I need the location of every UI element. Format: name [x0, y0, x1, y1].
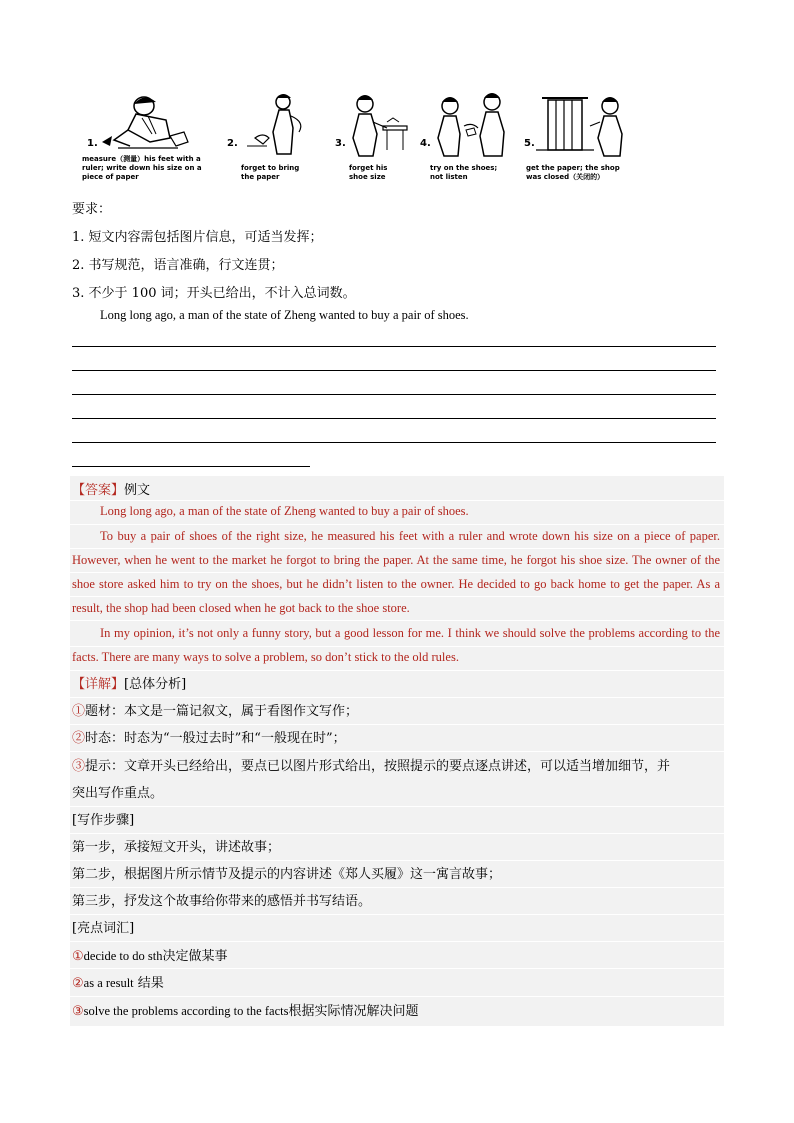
analysis-point-2: ②时态：时态为“一般过去时”和“一般现在时”； [72, 731, 346, 746]
man-at-stall-illustration [335, 92, 415, 162]
panel-1-number: 1. [87, 138, 98, 149]
trying-on-shoes-illustration [420, 92, 520, 162]
analysis-point-1: ①题材：本文是一篇记叙文，属于看图作文写作； [72, 704, 359, 719]
requirement-item-3: 3. 不少于 100 词；开头已给出，不计入总词数。 [72, 286, 356, 301]
comic-strip [82, 92, 642, 190]
panel-5-caption: get the paper; the shop was closed（关闭的） [526, 164, 620, 181]
answer-opening-sentence: Long long ago, a man of the state of Zheng wanted to buy a pair of shoes. [100, 504, 469, 518]
writing-line[interactable] [72, 418, 716, 419]
requirements-heading: 要求： [72, 202, 112, 217]
writing-line[interactable] [72, 346, 716, 347]
requirement-item-2: 2. 书写规范，语言准确，行文连贯； [72, 258, 284, 273]
panel-4-caption: try on the shoes; not listen [430, 164, 498, 181]
writing-step-2: 第二步，根据图片所示情节及提示的内容讲述《郑人买履》这一寓言故事； [72, 867, 502, 882]
closed-shop-illustration [522, 92, 642, 162]
detail-label-suffix: [总体分析] [124, 677, 187, 692]
man-measuring-feet-illustration [82, 92, 207, 152]
writing-line[interactable] [72, 442, 716, 443]
writing-steps-heading: [写作步骤] [72, 813, 135, 828]
writing-step-1: 第一步，承接短文开头，讲述故事； [72, 840, 281, 855]
writing-step-3: 第三步，抒发这个故事给你带来的感悟并书写结语。 [72, 894, 372, 909]
detail-label: 【详解】 [72, 677, 125, 692]
answer-label-suffix: 例文 [124, 483, 151, 498]
panel-3-number: 3. [335, 138, 346, 149]
panel-5-number: 5. [524, 138, 535, 149]
panel-4-number: 4. [420, 138, 431, 149]
panel-1-caption: measure（测量）his feet with a ruler; write down his size on a piece of paper [82, 155, 202, 181]
answer-label: 【答案】 [72, 483, 125, 498]
vocab-heading: [亮点词汇] [72, 921, 135, 936]
requirement-item-1: 1. 短文内容需包括图片信息，可适当发挥； [72, 230, 323, 245]
writing-line[interactable] [72, 370, 716, 371]
writing-line[interactable] [72, 466, 310, 467]
answer-paragraph-1: To buy a pair of shoes of the right size, he measured his feet with a ruler and wrote down his size on a piece of paper. However, when he went to the market he forgot to bring the paper. At the same time, he forgot his shoe size. The owner of the shoe store asked him to try on the shoes, but he didn’t listen to the owner. He decided to go back home to get the paper. As a result, the shop had been closed when he got back to the shoe store. [72, 529, 720, 615]
answer-label-row [72, 479, 150, 498]
panel-3-caption: forget his shoe size [349, 164, 388, 181]
vocab-item-3: ③solve the problems according to the facts根据实际情况解决问题 [72, 1004, 419, 1019]
answer-paragraph-2: In my opinion, it’s not only a funny story, but a good lesson for me. I think we should solve the problems according to the facts. There are many ways to solve a problem, so don’t stick to the old rules. [72, 626, 720, 664]
analysis-point-3: ③提示：文章开头已经给出，要点已以图片形式给出，按照提示的要点逐点讲述，可以适当增加细节，并 [72, 759, 671, 774]
writing-line[interactable] [72, 394, 716, 395]
vocab-item-2: ②as a result 结果 [72, 976, 164, 991]
analysis-point-3-continued: 突出写作重点。 [72, 786, 164, 801]
vocab-item-1: ①decide to do sth决定做某事 [72, 949, 228, 964]
detail-label-row [72, 673, 186, 692]
essay-opening-sentence: Long long ago, a man of the state of Zheng wanted to buy a pair of shoes. [100, 308, 469, 322]
panel-2-caption: forget to bring the paper [241, 164, 300, 181]
man-walking-illustration [227, 92, 317, 158]
panel-2-number: 2. [227, 138, 238, 149]
